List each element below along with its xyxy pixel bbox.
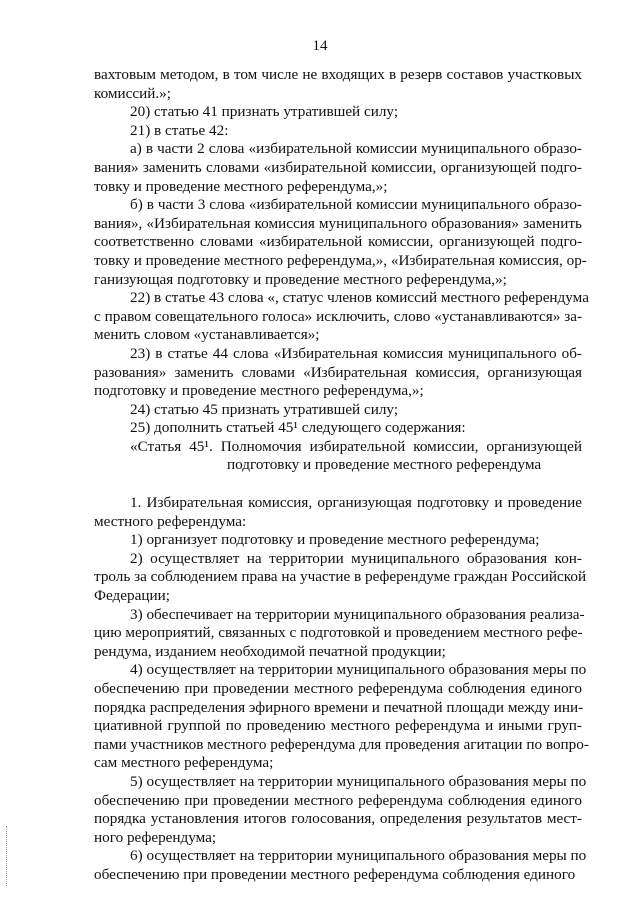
text-line: 5) осуществляет на территории муниципального образования меры по — [130, 772, 587, 790]
paragraph-b2 — [94, 103, 582, 122]
text-line: а) в части 2 слова «избирательной комиссии муниципального образо- — [130, 140, 582, 158]
text-line: 3) обеспечивает на территории муниципального образования реализа- — [130, 605, 585, 623]
text-line: 21) в статье 42: — [130, 121, 229, 139]
text-line: 24) статью 45 признать утратившей силу; — [130, 400, 399, 418]
text-line: вания», «Избирательная комиссия муниципального образования» заменить — [94, 214, 582, 232]
text-line: 4) осуществляет на территории муниципального образования меры по — [130, 661, 587, 679]
text-line: б) в части 3 слова «избирательной комиссии муниципального образо- — [130, 196, 582, 214]
text-line: циативной группой по проведению местного референдума и иными груп- — [94, 717, 582, 735]
paragraph-b5 — [94, 196, 587, 289]
text-line: местного референдума: — [94, 512, 247, 530]
text-line: соответственно словами «избирательной комиссии, организующей подго- — [94, 233, 582, 251]
article-heading — [94, 438, 582, 475]
paragraph-c4 — [94, 605, 585, 662]
paragraph-b6 — [94, 289, 589, 345]
article-heading-line2: подготовку и проведение местного референдума — [227, 456, 542, 474]
text-line: рендума, изданием необходимой печатной продукции; — [94, 642, 446, 660]
text-line: товку и проведение местного референдума,», «Избирательная комиссия, ор- — [94, 251, 587, 269]
text-line: сам местного референдума; — [94, 754, 274, 772]
text-line: Федерации; — [94, 587, 170, 605]
paragraph-b1 — [94, 66, 582, 103]
text-line: вания» заменить словами «избирательной комиссии, организующей подго- — [94, 158, 582, 176]
text-line: менить словом «устанавливается»; — [94, 326, 320, 344]
text-line: обеспечению при проведении местного референдума соблюдения единого — [94, 680, 582, 697]
page-number: 14 — [312, 38, 328, 54]
text-line: комиссий.»; — [94, 84, 171, 102]
text-line: товку и проведение местного референдума,»; — [94, 177, 388, 195]
paragraph-b9 — [94, 419, 582, 438]
text-line: ганизующая подготовку и проведение местного референдума,»; — [94, 270, 507, 288]
article-heading-line1: «Статья 45¹. Полномочия избирательной комиссии, организующей — [130, 437, 582, 455]
paragraph-c2 — [94, 531, 582, 550]
text-line: пами участников местного референдума для проведения агитации по вопро- — [94, 735, 589, 753]
text-line: порядка установления итогов голосования, определения результатов мест- — [94, 810, 582, 828]
text-line: обеспечению при проведении местного референдума соблюдения единого — [94, 791, 582, 809]
paragraph-c5 — [94, 661, 589, 773]
text-line: цию мероприятий, связанных с подготовкой и проведением местного рефе- — [94, 624, 583, 642]
paragraph-c1 — [94, 494, 582, 531]
spacer — [94, 475, 582, 494]
text-line: 2) осуществляет на территории муниципального образования кон- — [130, 549, 582, 567]
text-line: 6) осуществляет на территории муниципального образования меры по — [130, 847, 587, 865]
text-line: 20) статью 41 признать утратившей силу; — [130, 103, 399, 121]
text-line: ного референдума; — [94, 828, 217, 846]
paragraph-b8 — [94, 401, 582, 420]
scan-edge-marks — [6, 826, 9, 886]
text-line: с правом совещательного голоса» исключить, слово «устанавливаются» за- — [94, 307, 582, 325]
paragraph-b7 — [94, 345, 582, 401]
text-line: разования» заменить словами «Избирательная комиссия, организующая — [94, 363, 582, 381]
text-line: вахтовым методом, в том числе не входящих в резерв составов участковых — [94, 66, 582, 83]
paragraph-b4 — [94, 140, 582, 196]
paragraph-c7 — [94, 847, 587, 884]
text-line: порядка распределения эфирного времени и печатной площади между ини- — [94, 698, 584, 716]
text-line: 1) организует подготовку и проведение местного референдума; — [130, 531, 540, 549]
paragraph-b3 — [94, 122, 582, 141]
text-line: 23) в статье 44 слова «Избирательная комиссия муниципального об- — [130, 344, 582, 362]
text-line: обеспечению при проведении местного референдума соблюдения единого — [94, 865, 576, 883]
document-body — [94, 66, 589, 885]
text-line: 1. Избирательная комиссия, организующая подготовку и проведение — [130, 494, 582, 512]
text-line: троль за соблюдением права на участие в референдуме граждан Российской — [94, 568, 587, 586]
text-line: подготовку и проведение местного референдума,»; — [94, 382, 424, 400]
text-line: 22) в статье 43 слова «, статус членов комиссий местного референдума — [130, 289, 589, 307]
paragraph-c6 — [94, 772, 587, 847]
paragraph-c3 — [94, 549, 587, 606]
text-line: 25) дополнить статьей 45¹ следующего содержания: — [130, 419, 466, 437]
